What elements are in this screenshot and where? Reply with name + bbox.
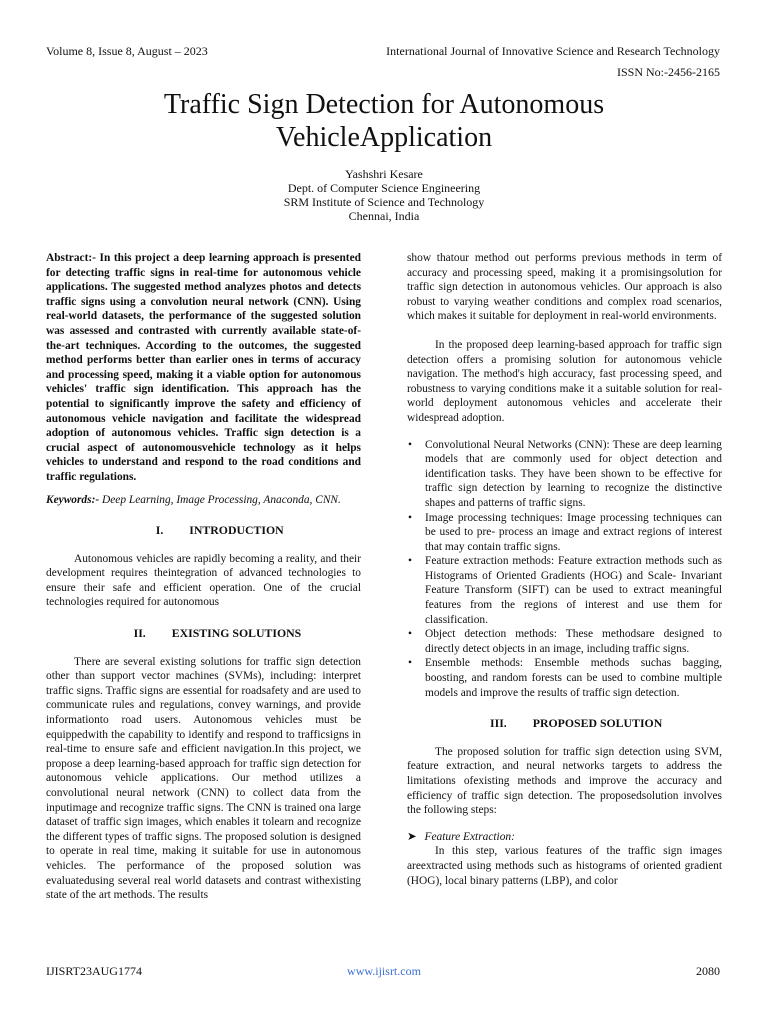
feature-extraction-paragraph: In this step, various features of the traffic sign images areextracted using methods such as histograms of oriented gradient (HOG), local binary patterns (LBP), and color [407, 845, 722, 887]
section-number: II. [133, 626, 146, 641]
feature-extraction-heading [407, 830, 722, 845]
list-item [407, 627, 722, 656]
author-name: Yashshri Kesare [345, 167, 423, 181]
right-column [407, 251, 722, 888]
list-item-text: Ensemble methods: Ensemble methods suchas bagging, boosting, and random forests can be used to combine multiple models and improve the results of traffic sign detection. [425, 657, 722, 699]
keywords-text: Deep Learning, Image Processing, Anaconda, CNN. [102, 493, 341, 506]
list-item-text: Feature extraction methods: Feature extraction methods such as Histograms of Oriented Gradients (HOG) and Scale- Invariant Feature Transform (SIFT) can be used to extract meaningful features from the regions of interest and use them for classification. [425, 555, 722, 626]
author-institute: SRM Institute of Science and Technology [283, 195, 485, 209]
list-item-text: Image processing techniques: Image processing techniques can be used to pre- process an image and extract regions of interest that may contain traffic signs. [425, 511, 722, 553]
list-item-text: Object detection methods: These methodsare designed to directly detect objects in an image, including traffic signs. [425, 628, 722, 655]
footer-page-number: 2080 [696, 964, 720, 978]
results-paragraph: show thatour method out performs previous methods in term of accuracy and processing speed, making it a promisingsolution for traffic sign detection in autonomous vehicles. Our approach is also robust to varying weather conditions and complex road scenarios, which makes it suitable for deployment in real-world environments. [407, 252, 722, 323]
feature-extraction-label: Feature Extraction: [424, 830, 515, 843]
bullet-icon: • [408, 555, 412, 568]
introduction-paragraph: Autonomous vehicles are rapidly becoming a reality, and their development requires theintegration of advanced technologies to ensure their safe and efficient operation. One of the crucial technologies required for autonomous [46, 552, 361, 609]
left-column [46, 251, 361, 903]
footer-paper-id: IJISRT23AUG1774 [46, 964, 142, 978]
paper-title-line-1: Traffic Sign Detection for Autonomous [163, 89, 605, 120]
arrow-bullet-icon: ➤ [407, 830, 417, 843]
author-dept: Dept. of Computer Science Engineering [287, 181, 481, 195]
page-header-left: Volume 8, Issue 8, August – 2023 [46, 44, 208, 58]
section-heading-introduction [46, 523, 361, 538]
author-block [0, 167, 768, 223]
paper-title [60, 88, 708, 154]
list-item [407, 511, 722, 555]
paper-title-line-2: VehicleApplication [275, 122, 493, 153]
keywords [46, 493, 361, 508]
abstract: Abstract:- In this project a deep learning approach is presented for detecting traffic signs in real-time for autonomous vehicle applications. The suggested method analyzes photos and detects traffic signs using a convolution neural network (CNN). Using real-world datasets, the performance of the suggested solution was assessed and contrasted with currently available state-of-the-art techniques. According to the outcomes, the suggested method performs better than earlier ones in terms of accuracy and processing speed, making it a viable option for autonomous vehicles' traffic sign identification. This approach has the potential to significantly improve the safety and efficiency of autonomous vehicle navigation and facilitate the widespread adoption of autonomous vehicles. Traffic sign detection is a crucial aspect of autonomousvehicle technology as it helps vehicles to understand and respond to the road conditions and traffic regulations. [46, 252, 361, 483]
list-item [407, 438, 722, 511]
footer-website-link[interactable]: www.ijisrt.com [347, 964, 421, 978]
section-title: PROPOSED SOLUTION [532, 716, 663, 731]
author-city: Chennai, India [348, 209, 420, 223]
bullet-icon: • [408, 511, 412, 524]
approach-paragraph: In the proposed deep learning-based approach for traffic sign detection offers a promising solution for autonomous vehicle navigation. The method's high accuracy, fast processing speed, and robustness to varying conditions make it a suitable solution for real- world deployment autonomous vehicles and accelerate their widespread adoption. [407, 338, 722, 424]
list-item [407, 656, 722, 700]
existing-solutions-paragraph: There are several existing solutions for traffic sign detection other than support vector machines (SVMs), including: interpret traffic signs. Traffic signs are essential for roadsafety and are used to communicate rules and regulations, convey warnings, and provide informationto road users. Autonomous vehicles must be equippedwith the capability to identify and respond to trafficsigns in real-time to ensure safe and efficient navigation.In this project, we propose a deep learning-based approach for traffic sign detection for autonomous vehicle applications. Our method utilizes a convolutional neural network (CNN) to collect data from the inputimage and recognize traffic signs. The CNN is trained ona large dataset of traffic sign images, which enables it tolearn and recognize the different types of traffic signs. The proposed solution is designed to operate in real time, making it suitable for use in autonomous vehicles. The performance of the proposed solution was evaluatedusing several real world datasets and contrast withexisting state of the art methods. The results [46, 655, 361, 902]
page-header-issn: ISSN No:-2456-2165 [616, 65, 720, 79]
section-number: III. [490, 716, 507, 731]
bullet-icon: • [408, 438, 412, 451]
methods-list [407, 438, 722, 701]
keywords-label: Keywords:- [46, 493, 100, 506]
list-item [407, 554, 722, 627]
bullet-icon: • [408, 628, 412, 641]
section-heading-proposed-solution [407, 716, 722, 731]
list-item-text: Convolutional Neural Networks (CNN): These are deep learning models that are commonly used for object detection and identification tasks. They have been shown to be effective for traffic sign detection by learning to recognize the distinctive shapes and patterns of traffic signs. [425, 438, 722, 509]
section-title: INTRODUCTION [189, 523, 284, 538]
proposed-solution-paragraph: The proposed solution for traffic sign detection using SVM, feature extraction, and neural networks targets to address the limitations ofexisting methods and improve the accuracy and efficiency of traffic sign detection. The proposedsolution involves the following steps: [407, 745, 722, 817]
section-title: EXISTING SOLUTIONS [171, 626, 302, 641]
page-header-journal: International Journal of Innovative Science and Research Technology [386, 44, 720, 58]
bullet-icon: • [408, 657, 412, 670]
section-heading-existing-solutions [46, 626, 361, 641]
section-number: I. [155, 523, 164, 538]
